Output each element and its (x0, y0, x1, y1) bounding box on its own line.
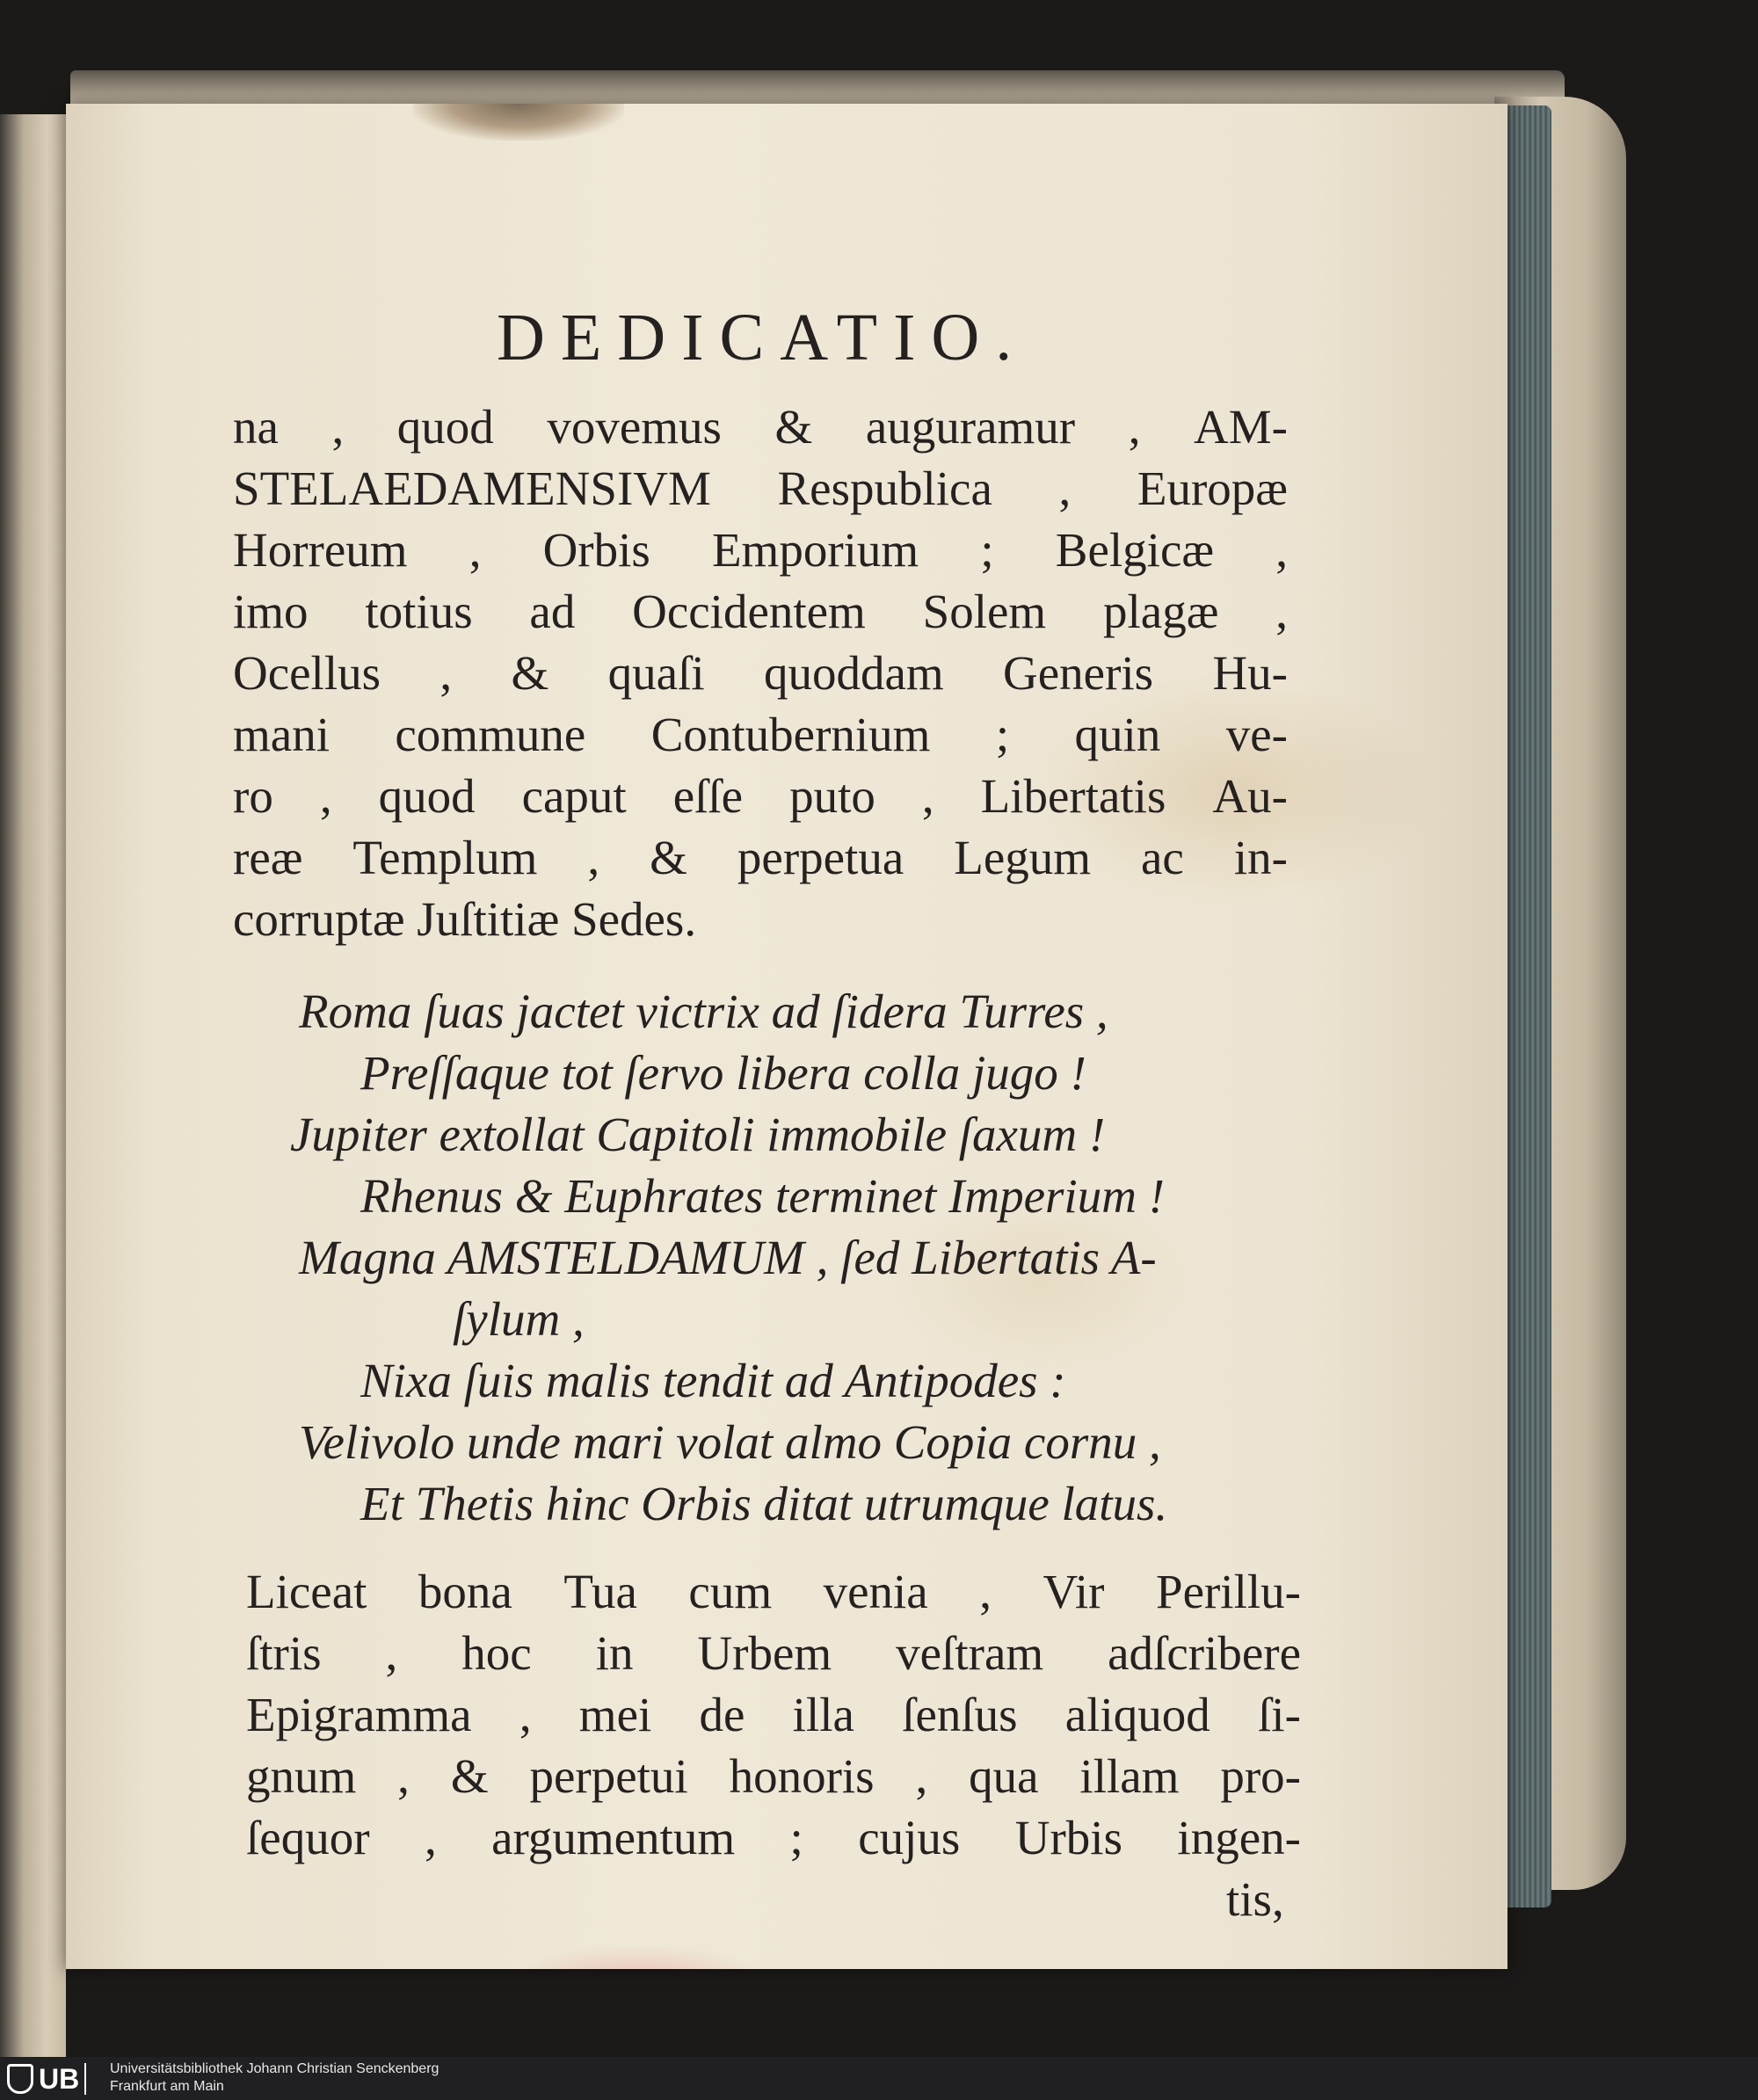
running-header: DEDICATIO. (497, 301, 1028, 374)
text-line: na , quod vovemus & auguramur , AM- (233, 400, 1288, 454)
text-line: reæ Templum , & perpetua Legum ac in- (233, 831, 1288, 884)
poem-line: Velivolo unde mari volat almo Copia cornu , (299, 1415, 1161, 1469)
text-line: gnum , & perpetui honoris , qua illam pro- (246, 1749, 1301, 1803)
ub-logo-text: UB (39, 2062, 80, 2095)
text-line: Ocellus , & quaſi quoddam Generis Hu- (233, 646, 1288, 700)
text-line: mani commune Contubernium ; quin ve- (233, 708, 1288, 761)
poem-line: Rhenus & Euphrates terminet Imperium ! (360, 1169, 1165, 1223)
poem-line: ſylum , (453, 1292, 585, 1346)
text-line: ſtris , hoc in Urbem veſtram adſcribere (246, 1626, 1301, 1680)
ub-logo (7, 2062, 86, 2096)
ub-shield-icon (7, 2064, 33, 2094)
poem-line: Et Thetis hinc Orbis ditat utrumque latus. (360, 1477, 1168, 1530)
book-page (66, 104, 1507, 1969)
library-name: Universitätsbibliothek Johann Christian Senckenberg (110, 2061, 440, 2076)
library-city: Frankfurt am Main (110, 2079, 224, 2094)
text-line: ro , quod caput eſſe puto , Libertatis Au- (233, 769, 1288, 823)
logo-divider (84, 2063, 86, 2095)
poem-line: Roma ſuas jactet victrix ad ſidera Turres , (299, 985, 1108, 1038)
poem-line: Jupiter extollat Capitoli immobile ſaxum ! (290, 1108, 1106, 1161)
poem-line: Magna AMSTELDAMUM , ſed Libertatis A- (299, 1231, 1157, 1284)
library-credit (110, 2060, 439, 2096)
catchword: tis, (1226, 1872, 1284, 1926)
page-top-notch (413, 104, 624, 141)
text-line: Liceat bona Tua cum venia , Vir Perillu- (246, 1565, 1301, 1618)
text-line: Horreum , Orbis Emporium ; Belgicæ , (233, 523, 1288, 577)
facing-page-edge (0, 114, 66, 2057)
text-line: Epigramma , mei de illa ſenſus aliquod ſi- (246, 1688, 1301, 1741)
text-line: ſequor , argumentum ; cujus Urbis ingen- (246, 1811, 1301, 1864)
text-line: corruptæ Juſtitiæ Sedes. (233, 892, 697, 946)
poem-line: Preſſaque tot ſervo libera colla jugo ! (360, 1046, 1086, 1100)
poem-line: Nixa ſuis malis tendit ad Antipodes : (360, 1354, 1066, 1407)
library-footer (0, 2057, 1758, 2100)
text-line: imo totius ad Occidentem Solem plagæ , (233, 585, 1288, 638)
page-text (66, 104, 1507, 1969)
text-line: STELAEDAMENSIVM Respublica , Europæ (233, 461, 1288, 515)
